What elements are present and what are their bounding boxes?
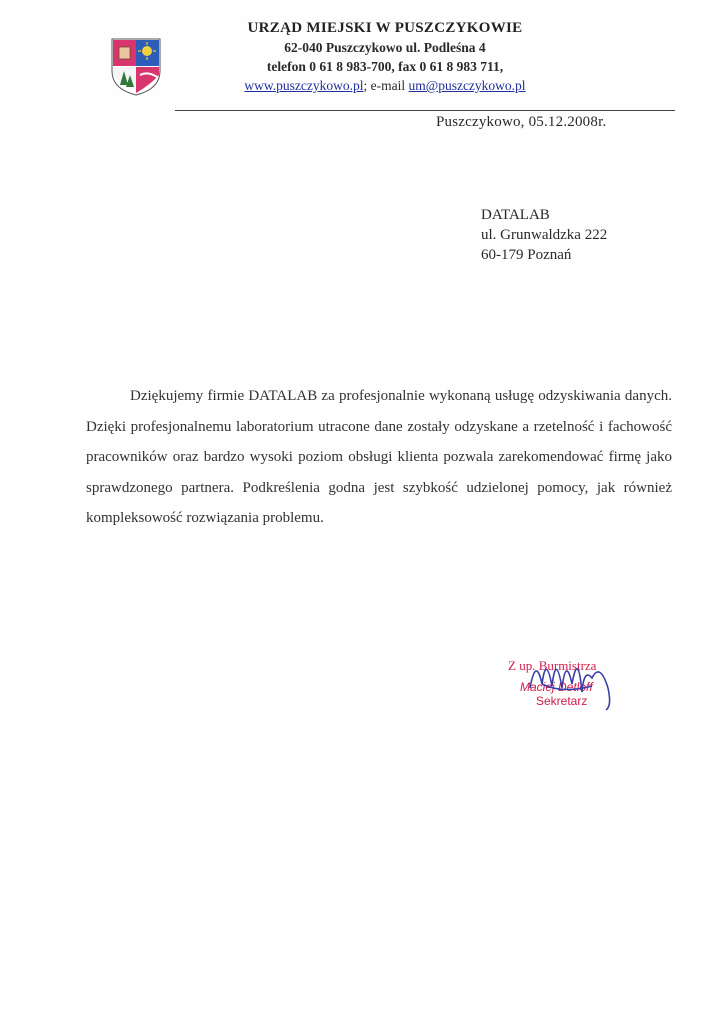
signature-role: Z up. Burmistrza — [508, 658, 597, 673]
recipient-city: 60-179 Poznań — [481, 247, 572, 263]
coat-of-arms-icon — [110, 37, 162, 97]
recipient-name: DATALAB — [481, 207, 550, 223]
header-rule — [175, 110, 675, 111]
office-address: 62-040 Puszczykowo ul. Podleśna 4 — [284, 40, 486, 55]
letterhead — [190, 18, 580, 95]
handwritten-signature — [522, 648, 632, 712]
signature-stamp — [508, 648, 628, 712]
letter-body: Dziękujemy firmie DATALAB za profesjonalnie wykonaną usługę odzyskiwania danych. Dzięki profesjonalnemu laboratorium utracone dane zostały odzyskane a rzetelność i fachowość pracowników oraz bardzo wysoki poziom obsługi klienta pozwala zarekomendować firmę jako sprawdzonego partnera. Podkreślenia godna jest szybkość udzielonej pomocy, jak również kompleksowość rozwiązania problemu. — [86, 388, 672, 526]
signature-title: Sekretarz — [536, 694, 588, 708]
website-link[interactable]: www.puszczykowo.pl — [244, 78, 364, 93]
office-contacts — [190, 76, 580, 95]
letter-date: Puszczykowo, 05.12.2008r. — [436, 114, 607, 130]
office-phone: telefon 0 61 8 983-700, fax 0 61 8 983 711, — [266, 59, 504, 74]
email-label: ; e-mail — [363, 78, 406, 93]
recipient-block — [481, 205, 607, 265]
signature-name: Maciej Detloff — [520, 680, 593, 694]
recipient-street: ul. Grunwaldzka 222 — [481, 227, 608, 243]
email-link[interactable]: um@puszczykowo.pl — [408, 78, 526, 93]
office-name: URZĄD MIEJSKI W PUSZCZYKOWIE — [247, 20, 523, 36]
